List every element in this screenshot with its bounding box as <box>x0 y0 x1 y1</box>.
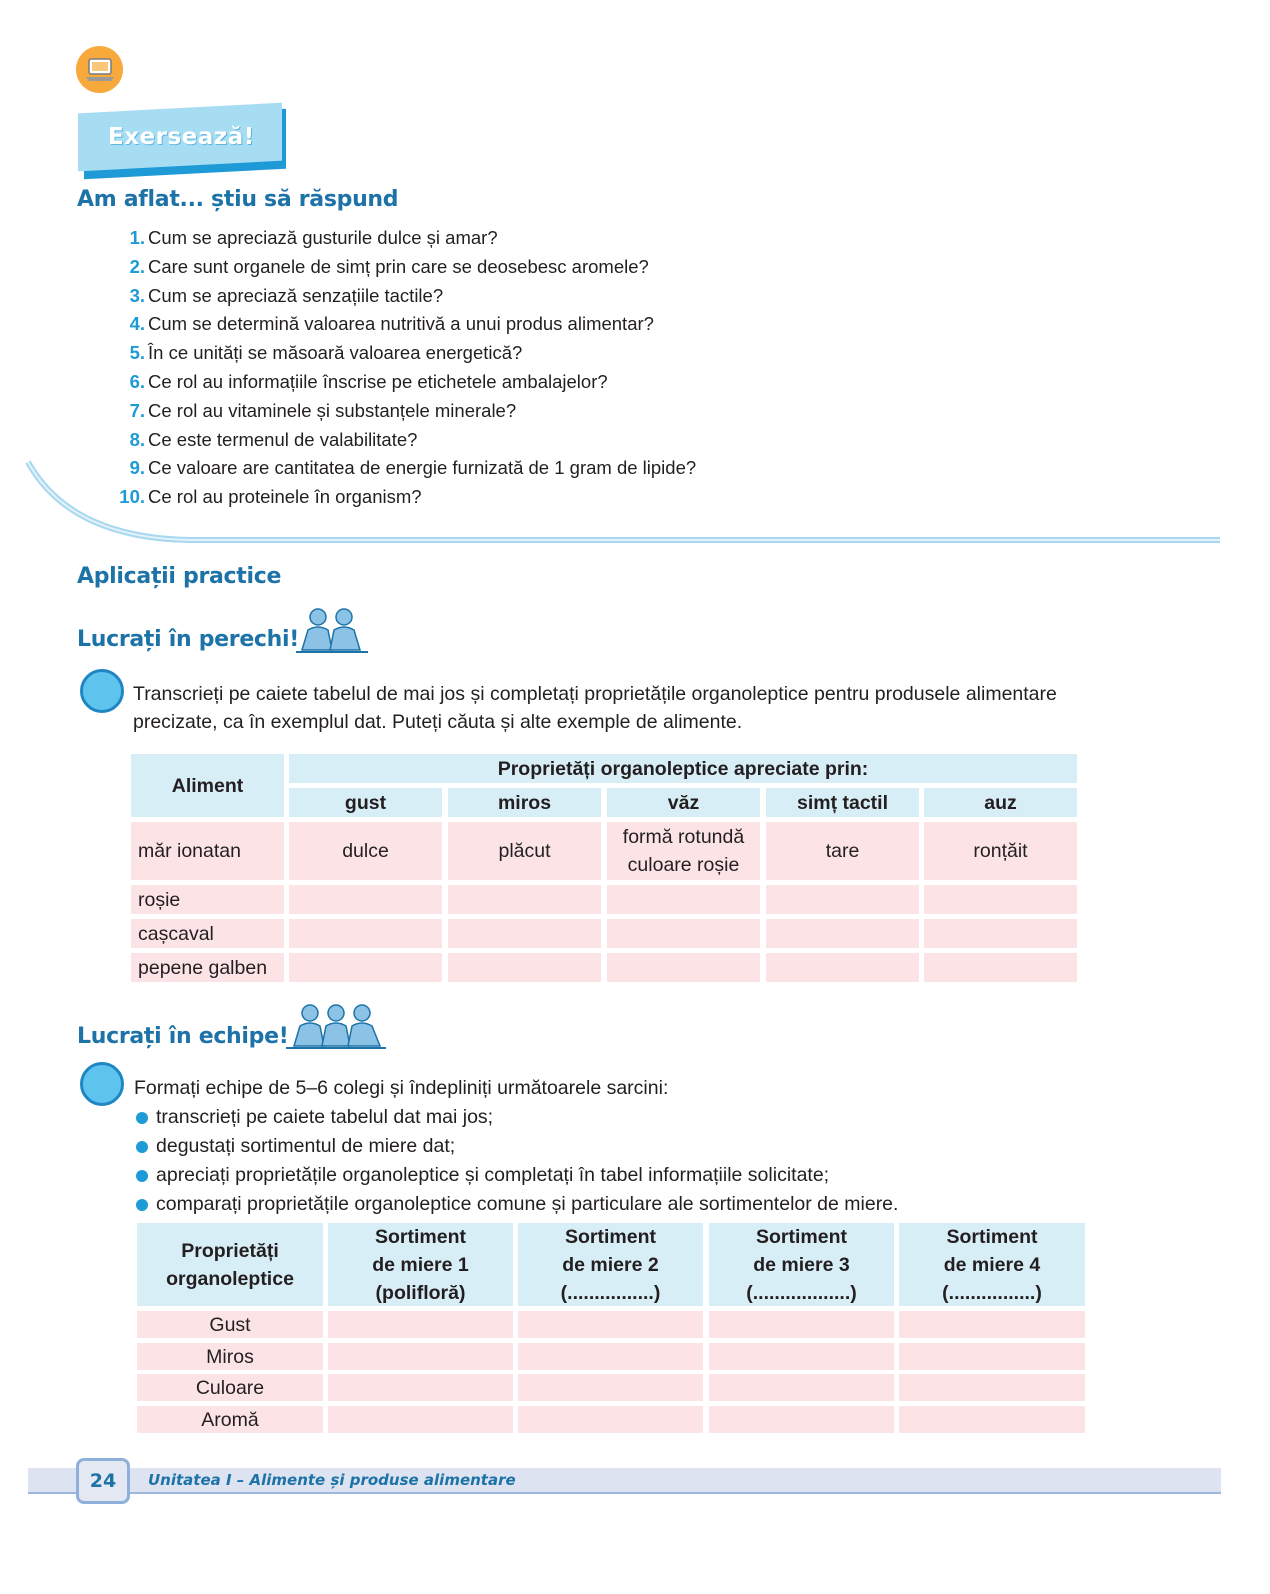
cell-value: ronțăit <box>924 822 1077 880</box>
empty-cell <box>518 1374 703 1401</box>
cell-value: dulce <box>289 822 442 880</box>
header-col: miros <box>448 788 601 817</box>
empty-cell <box>448 885 601 914</box>
row-name: Aromă <box>137 1406 323 1433</box>
bullet-icon <box>136 1112 148 1124</box>
empty-cell <box>924 953 1077 982</box>
bullet-icon <box>136 1170 148 1182</box>
practice-heading: Aplicații practice <box>77 564 282 589</box>
empty-cell <box>328 1311 513 1338</box>
question-item: 2. Care sunt organele de simț prin care se deosebesc aromele? <box>129 255 649 277</box>
pairs-instruction: Transcrieți pe caiete tabelul de mai jos și completați proprietățile organoleptice pentru produsele alimentare precizate, ca în exemplul dat. Puteți căuta și alte exemple de alimente. <box>133 683 1057 733</box>
empty-cell <box>289 885 442 914</box>
teams-heading: Lucrați în echipe! <box>77 1024 289 1049</box>
empty-cell <box>518 1406 703 1433</box>
empty-cell <box>518 1343 703 1370</box>
cell-value: tare <box>766 822 919 880</box>
row-name: Gust <box>137 1311 323 1338</box>
task-bullet: degustați sortimentul de miere dat; <box>136 1132 898 1161</box>
row-name: roșie <box>131 885 284 914</box>
question-item: 3. Cum se apreciază senzațiile tactile? <box>129 284 444 306</box>
empty-cell <box>899 1374 1085 1401</box>
empty-cell <box>899 1406 1085 1433</box>
header-col: simț tactil <box>766 788 919 817</box>
exercise-banner <box>78 108 288 176</box>
question-item: 8. Ce este termenul de valabilitate? <box>129 428 418 450</box>
task-marker-icon <box>80 669 124 713</box>
empty-cell <box>766 919 919 948</box>
header-col: văz <box>607 788 760 817</box>
header-col: auz <box>924 788 1077 817</box>
empty-cell <box>709 1311 894 1338</box>
team-people-icon <box>284 1002 388 1050</box>
header-aliment: Aliment <box>131 754 284 817</box>
question-item: 10. Ce rol au proteinele în organism? <box>119 486 422 508</box>
empty-cell <box>328 1374 513 1401</box>
empty-cell <box>709 1343 894 1370</box>
question-item: 9. Ce valoare are cantitatea de energie furnizată de 1 gram de lipide? <box>129 457 697 479</box>
question-item: 7. Ce rol au vitaminele și substanțele minerale? <box>129 399 517 421</box>
teams-task-list <box>136 1103 898 1219</box>
unit-title: Unitatea I – Alimente și produse alimentare <box>148 1471 516 1489</box>
empty-cell <box>766 953 919 982</box>
question-item: 6. Ce rol au informațiile înscrise pe etichetele ambalajelor? <box>129 370 608 392</box>
empty-cell <box>709 1374 894 1401</box>
cell-value: formă rotundă culoare roșie <box>607 822 760 880</box>
question-item: 1. Cum se apreciază gusturile dulce și amar? <box>129 227 498 248</box>
header-sortiment: Sortiment de miere 1 (polifloră) <box>328 1223 513 1306</box>
empty-cell <box>924 885 1077 914</box>
empty-cell <box>899 1311 1085 1338</box>
question-item: 5. În ce unități se măsoară valoarea energetică? <box>129 342 523 364</box>
banner-title: Exersează! <box>108 124 255 150</box>
header-group: Proprietăți organoleptice apreciate prin: <box>289 754 1077 783</box>
teams-instruction: Formați echipe de 5–6 colegi și îndepliniți următoarele sarcini: <box>134 1077 669 1099</box>
empty-cell <box>899 1343 1085 1370</box>
header-sortiment: Sortiment de miere 3 (..................) <box>709 1223 894 1306</box>
two-people-icon <box>294 606 370 654</box>
row-name: cașcaval <box>131 919 284 948</box>
empty-cell <box>289 919 442 948</box>
row-name: Culoare <box>137 1374 323 1401</box>
section-divider-curve <box>0 440 1270 560</box>
empty-cell <box>607 953 760 982</box>
cell-value: plăcut <box>448 822 601 880</box>
laptop-icon <box>76 46 123 93</box>
empty-cell <box>328 1343 513 1370</box>
row-name: pepene galben <box>131 953 284 982</box>
bullet-icon <box>136 1199 148 1211</box>
task-bullet: transcrieți pe caiete tabelul dat mai jos; <box>136 1103 898 1132</box>
task-bullet: comparați proprietățile organoleptice comune și particulare ale sortimentelor de miere. <box>136 1190 898 1219</box>
empty-cell <box>448 919 601 948</box>
empty-cell <box>607 885 760 914</box>
empty-cell <box>518 1311 703 1338</box>
empty-cell <box>924 919 1077 948</box>
task-bullet: apreciați proprietățile organoleptice și completați în tabel informațiile solicitate; <box>136 1161 898 1190</box>
empty-cell <box>448 953 601 982</box>
task-marker-icon <box>80 1062 124 1106</box>
pairs-heading: Lucrați în perechi! <box>77 627 300 652</box>
row-name: măr ionatan <box>131 822 284 880</box>
header-properties: Proprietăți organoleptice <box>137 1223 323 1306</box>
header-col: gust <box>289 788 442 817</box>
empty-cell <box>328 1406 513 1433</box>
empty-cell <box>289 953 442 982</box>
bullet-icon <box>136 1141 148 1153</box>
header-sortiment: Sortiment de miere 4 (................) <box>899 1223 1085 1306</box>
answers-heading: Am aflat... știu să răspund <box>77 187 399 212</box>
question-item: 4. Cum se determină valoarea nutritivă a unui produs alimentar? <box>129 313 654 335</box>
page-number: 24 <box>76 1458 130 1504</box>
empty-cell <box>766 885 919 914</box>
header-sortiment: Sortiment de miere 2 (................) <box>518 1223 703 1306</box>
empty-cell <box>607 919 760 948</box>
empty-cell <box>709 1406 894 1433</box>
row-name: Miros <box>137 1343 323 1370</box>
